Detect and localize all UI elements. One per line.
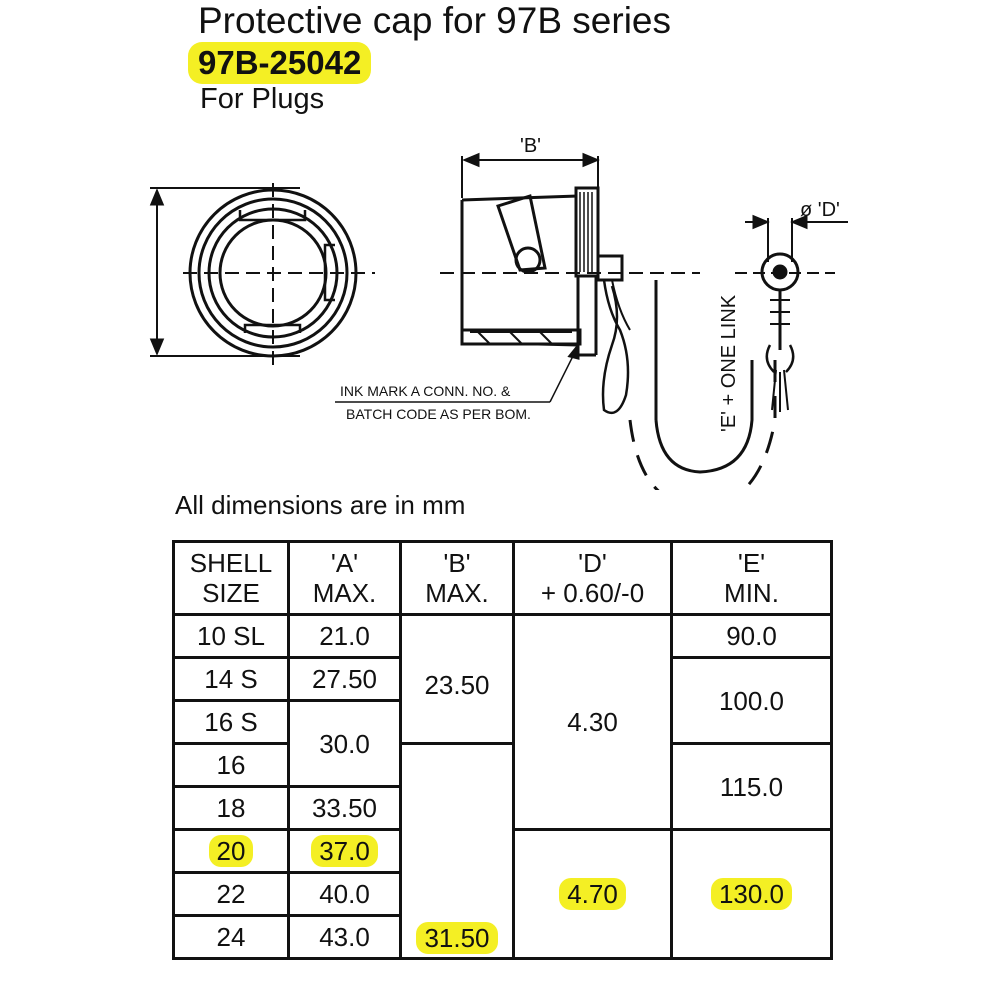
ink-mark-note-line2: BATCH CODE AS PER BOM. [346,406,531,422]
shell-size-cell: 10 SL [174,615,289,658]
shell-size-cell: 18 [174,787,289,830]
shell-size-cell: 16 [174,744,289,787]
a-value-cell: 21.0 [289,615,401,658]
e-value-cell: 115.0 [672,744,832,830]
a-value-highlight: 37.0 [311,835,378,867]
header-d-tolerance: 'D' + 0.60/-0 [514,542,672,615]
d-value-cell: 4.30 [514,615,672,830]
header-a-max: 'A' MAX. [289,542,401,615]
page-title: Protective cap for 97B series [198,0,671,41]
dim-e-label: 'E' + ONE LINK [718,294,740,432]
table-row [174,744,832,787]
b-value-cell [401,744,514,959]
d-value-highlight: 4.70 [559,878,626,910]
a-value-cell: 27.50 [289,658,401,701]
shell-size-cell: 24 [174,916,289,959]
shell-size-cell [174,830,289,873]
dim-d-label: ø 'D' [800,199,840,221]
b-value-highlight: 31.50 [416,922,497,954]
header-shell-size: SHELL SIZE [174,542,289,615]
ink-mark-note-line1: INK MARK A CONN. NO. & [340,383,511,399]
dim-b-label: 'B' [520,135,541,157]
shell-size-highlight: 20 [209,835,254,867]
shell-size-cell: 14 S [174,658,289,701]
a-value-cell: 40.0 [289,873,401,916]
a-value-cell: 30.0 [289,701,401,787]
e-value-cell [672,830,832,959]
a-value-cell [289,830,401,873]
e-value-cell: 100.0 [672,658,832,744]
shell-size-cell: 16 S [174,701,289,744]
part-number: 97B-25042 [188,42,371,84]
table-header-row [174,542,832,615]
part-number-highlight [188,42,371,84]
table-row [174,615,832,658]
a-value-cell: 43.0 [289,916,401,959]
e-value-highlight: 130.0 [711,878,792,910]
header-e-min: 'E' MIN. [672,542,832,615]
dimensions-table [172,540,833,960]
page-subtitle: For Plugs [200,83,325,115]
front-view [150,183,375,365]
d-value-cell [514,830,672,959]
shell-size-cell: 22 [174,873,289,916]
units-note: All dimensions are in mm [175,490,466,520]
header-b-max: 'B' MAX. [401,542,514,615]
technical-drawing [0,130,1000,490]
a-value-cell: 33.50 [289,787,401,830]
b-value-cell: 23.50 [401,615,514,744]
e-value-cell: 90.0 [672,615,832,658]
